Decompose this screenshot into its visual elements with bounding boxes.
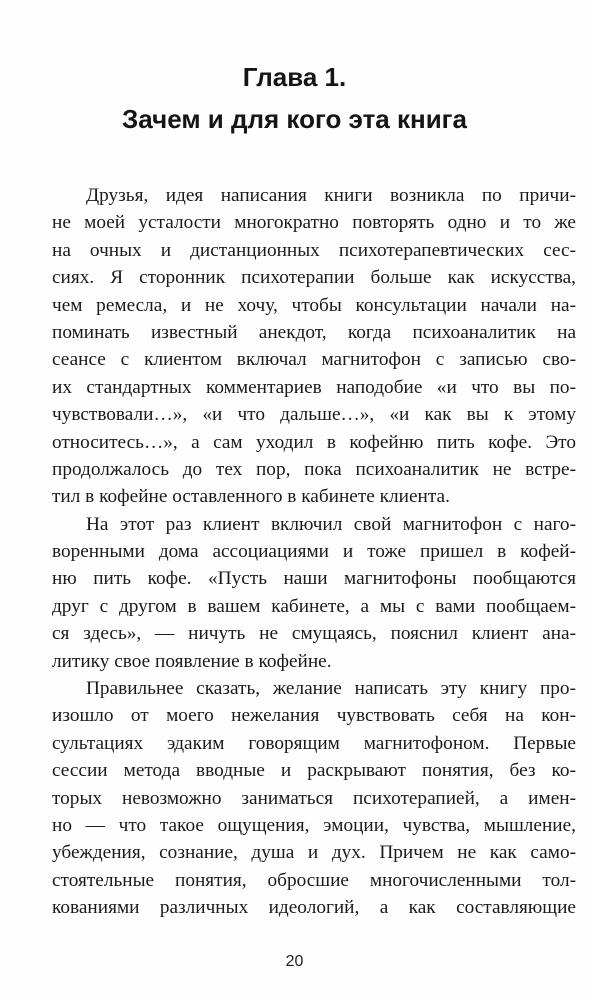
chapter-title: Зачем и для кого эта книга [122,104,467,134]
text-line: Друзья, идея написания книги возникла по причи- [86,185,576,206]
text-line: продолжалось до тех пор, пока психоаналитик не встре- [52,458,576,480]
text-line: не моей усталости многократно повторять одно и то же [52,212,576,234]
text-line: чем ремесла, и не хочу, чтобы консультации начали на- [52,294,576,316]
text-line: относитесь…», а сам уходил в кофейню пить кофе. Это [52,431,576,453]
text-line: воренными дома ассоциациями и тоже пришел в кофей- [52,541,576,563]
text-line: но — что такое ощущения, эмоции, чувства, мышление, [52,814,576,836]
text-line: ню пить кофе. «Пусть наши магнитофоны пообщаются [52,568,576,590]
text-line: изошло от моего нежелания чувствовать себя на кон- [52,705,576,727]
text-line: сиях. Я сторонник психотерапии больше как искусства, [52,267,576,289]
text-line: сультациях эдаким говорящим магнитофоном. Первые [52,732,576,754]
text-line: чувствовали…», «и что дальше…», «и как вы к этому [52,404,576,426]
chapter-number: Глава 1. [242,62,347,92]
text-line: тил в кофейне оставленного в кабинете клиента. [52,486,450,508]
text-line: На этот раз клиент включил свой магнитофон с наго- [86,513,576,535]
text-line: поминать известный анекдот, когда психоаналитик на [52,321,576,343]
paragraph-3 [52,675,576,922]
text-line: друг с другом в вашем кабинете, а мы с вами пообщаем- [52,595,576,617]
text-line: ся здесь», — ничуть не смущаясь, пояснил клиент ана- [52,623,576,645]
text-line: сеансе с клиентом включал магнитофон с записью сво- [52,349,576,371]
text-line: на очных и дистанционных психотерапевтических сес- [52,239,576,261]
text-line: литику свое появление в кофейне. [52,650,332,672]
text-line: их стандартных комментариев наподобие «и что вы по- [52,376,576,398]
body-text [52,182,576,922]
text-line: кованиями различных идеологий, а как составляющие [52,897,576,919]
page-number: 20 [285,953,304,970]
text-line: Правильнее сказать, желание написать эту книгу про- [86,678,576,700]
paragraph-1 [52,182,576,511]
text-line: сессии метода вводные и раскрывают понятия, без ко- [52,760,576,782]
text-line: убеждения, сознание, душа и дух. Причем не как само- [52,842,576,864]
text-line: торых невозможно заниматься психотерапией, а имен- [52,787,576,809]
paragraph-2 [52,511,576,675]
text-line: стоятельные понятия, обросшие многочисленными тол- [52,869,576,891]
